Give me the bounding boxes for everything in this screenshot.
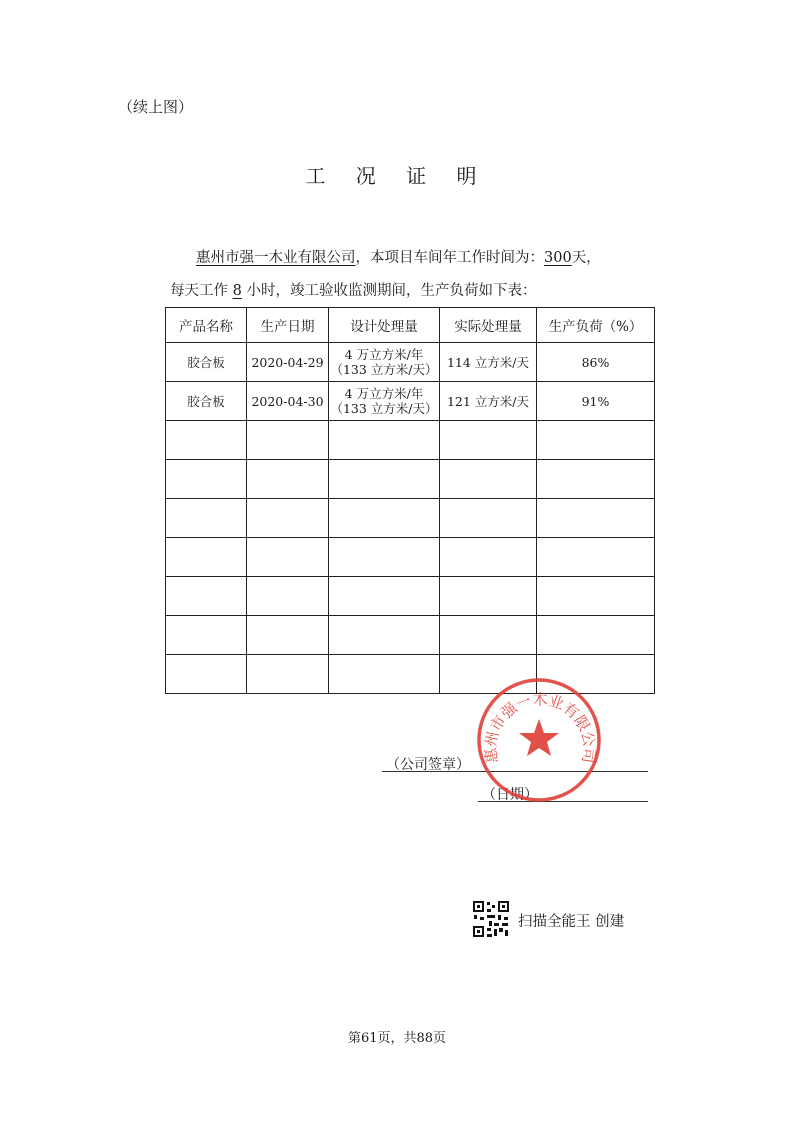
table-header-row — [166, 308, 655, 343]
company-name: 惠州市强一木业有限公司 — [196, 250, 356, 266]
column-header: 生产负荷（%） — [537, 308, 655, 343]
design-annual: 4 万立方米/年 — [344, 347, 424, 362]
column-header: 生产日期 — [247, 308, 329, 343]
date-cell: 2020-04-29 — [247, 343, 329, 382]
statement-line-2 — [170, 279, 536, 300]
empty-row — [166, 499, 655, 538]
design-capacity-cell — [329, 343, 440, 382]
company-seal-label: （公司签章） — [386, 757, 470, 773]
table-row — [166, 382, 655, 421]
design-daily: （133 立方米/天） — [330, 362, 438, 377]
page-number: 第61页，共88页 — [347, 1031, 447, 1046]
column-header: 产品名称 — [166, 308, 247, 343]
statement-text-3: 小时，竣工验收监测期间，生产负荷如下表： — [246, 283, 537, 299]
column-header: 设计处理量 — [329, 308, 440, 343]
seal-text: 惠州市强一木业有限公司 — [481, 690, 599, 765]
design-capacity-cell — [329, 382, 440, 421]
design-annual: 4 万立方米/年 — [344, 386, 424, 401]
load-cell: 86% — [537, 343, 655, 382]
load-cell: 91% — [537, 382, 655, 421]
empty-row — [166, 577, 655, 616]
date-cell: 2020-04-30 — [247, 382, 329, 421]
actual-capacity-cell: 114 立方米/天 — [440, 343, 537, 382]
product-cell: 胶合板 — [166, 343, 247, 382]
scanner-credit: 扫描全能王 创建 — [518, 914, 625, 930]
table-row — [166, 343, 655, 382]
continued-note: （续上图） — [118, 98, 194, 116]
design-daily: （133 立方米/天） — [330, 401, 438, 416]
column-header: 实际处理量 — [440, 308, 537, 343]
production-load-table — [165, 307, 655, 694]
seal-star-icon — [519, 719, 559, 756]
product-cell: 胶合板 — [166, 382, 247, 421]
page-title: 工 况 证 明 — [305, 164, 489, 188]
work-days: 300 — [544, 250, 572, 266]
empty-row — [166, 460, 655, 499]
company-seal-stamp — [474, 675, 604, 805]
empty-row — [166, 616, 655, 655]
statement-line-1 — [196, 246, 601, 267]
empty-row — [166, 538, 655, 577]
actual-capacity-cell: 121 立方米/天 — [440, 382, 537, 421]
statement-text-2: 每天工作 — [170, 283, 228, 299]
qr-code-icon — [472, 900, 510, 938]
days-unit: 天， — [571, 250, 601, 266]
empty-row — [166, 421, 655, 460]
statement-text-1: ，本项目车间年工作时间为： — [355, 250, 544, 266]
work-hours: 8 — [232, 283, 242, 299]
date-label: （日期） — [482, 787, 538, 803]
